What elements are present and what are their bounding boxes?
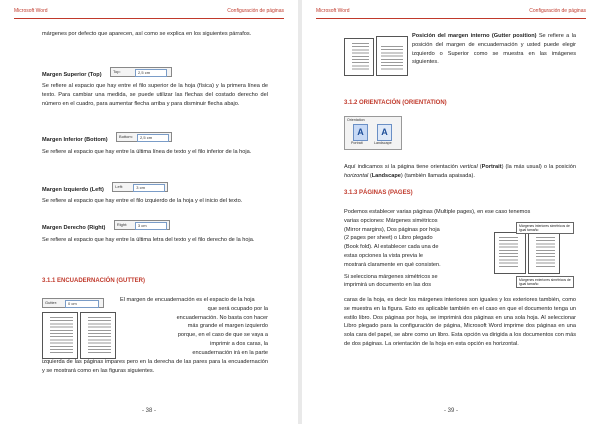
margin-left-block (42, 178, 268, 196)
header-left: Microsoft Word (14, 8, 48, 14)
margin-left-desc (42, 197, 268, 206)
orientation-paragraph (344, 163, 576, 181)
pages-line: (Mirror margins), Dos páginas por hoja (344, 226, 440, 233)
section-orientation-title: 3.1.2 ORIENTACIÓN (ORIENTATION) (344, 100, 447, 106)
gutter-input[interactable] (65, 300, 99, 308)
gutter-text (120, 296, 268, 358)
margin-bottom-label: Margen Inferior (Bottom) (42, 137, 108, 143)
orientation-group (344, 116, 402, 150)
page-39 (302, 0, 600, 424)
top-field-label: Top: (113, 68, 121, 74)
gutter-line: porque, en el caso de que se vaya a (177, 332, 268, 339)
header-left: Microsoft Word (316, 8, 350, 14)
gutter-field-label: Gutter: (45, 300, 58, 306)
gutter-value: 0 cm (68, 301, 77, 306)
portrait-label: Portrait (351, 141, 363, 145)
bottom-field[interactable] (116, 132, 172, 142)
left-field-label: Left: (115, 183, 124, 189)
margin-bottom-desc (42, 148, 268, 157)
pages-line: imprimirá un documento en las dos (344, 282, 432, 289)
mirror-page-2 (528, 232, 560, 274)
right-field[interactable] (114, 220, 170, 230)
left-field[interactable] (112, 182, 168, 192)
gutter-preview-page-1 (42, 312, 78, 359)
portrait-button[interactable]: A (353, 124, 368, 141)
margin-left-text: Se refiere al espacio que hay entre el filo izquierdo de la hoja y el inicio del texto. (42, 198, 243, 204)
pages-line: Si selecciona márgenes simétricos se (344, 273, 438, 280)
pages-line: estas opciones la vista previa le (344, 252, 423, 259)
pages-line: varias opciones: Márgenes simétricos (344, 217, 438, 224)
header-right: Configuración de páginas (529, 8, 586, 14)
pages-tail-text: caras de la hoja, es decir los márgenes interiores son iguales y los exteriores también, como se muestra en la figura. Esto es aplicable también en el caso en que el documento tenga un estilo libro. Dos páginas por hoja, se imprimirá dos páginas en una sola hoja. Al seleccionar Libro plegado para la configuración de página, Microsoft Word imprime dos páginas en una sola cara del papel, se abre como un libro. Esta opción va dirigida a los documentos con más de dos páginas. La orientación de la hoja en esta opción es horizontal. (344, 297, 576, 347)
margin-top-label: Margen Superior (Top) (42, 72, 102, 78)
gutter-line: imprimir a dos caras, la (210, 340, 268, 347)
right-input[interactable] (135, 222, 167, 230)
gutter-line: encuadernación irá en la parte (192, 349, 268, 356)
gutter-tail (42, 358, 268, 376)
gutter-position-text (412, 32, 576, 67)
margin-top-block (42, 63, 268, 81)
pages-line: Podemos establecer varias páginas (Multiple pages), en ese caso tenemos (344, 209, 531, 215)
top-value: 2,5 cm (138, 69, 151, 75)
pages-line: (2 pages per sheet) o Libro plegado (344, 235, 433, 242)
top-input[interactable] (135, 69, 167, 77)
top-field[interactable] (110, 67, 172, 77)
landscape-label: Landscape (374, 141, 392, 145)
gutter-position-paragraph (412, 32, 576, 67)
margin-bottom-block (42, 128, 268, 146)
gutter-top-preview (376, 36, 408, 76)
margin-top-desc (42, 82, 268, 108)
page-number: - 38 - (141, 408, 156, 414)
pages-text (344, 208, 531, 290)
landscape-button[interactable]: A (377, 124, 392, 141)
gutter-line: encuadernación. No basta con hacer (176, 314, 268, 321)
page-38 (0, 0, 298, 424)
orientation-group-title: Orientation (347, 118, 365, 122)
gutter-position-label: Posición del margen interno (Gutter position) (412, 33, 537, 39)
right-value: 3 cm (137, 222, 147, 228)
page-number: - 39 - (443, 408, 458, 414)
callout-inner-margins: Márgenes interiores simétricos de igual tamaño (516, 222, 574, 234)
left-input[interactable] (133, 184, 165, 192)
gutter-tail-text: izquierda de las páginas impares pero en la derecha de las pares para la encuadernación y se mostrará como en las figuras siguientes. (42, 359, 268, 374)
header-right: Configuración de páginas (227, 8, 284, 14)
intro-text: márgenes por defecto que aparecen, así como se explica en los siguientes párrafos. (42, 31, 252, 37)
margin-right-block (42, 216, 268, 234)
gutter-field[interactable] (42, 298, 104, 308)
margin-right-text: Se refiere al espacio que hay entre la última letra del texto y el filo derecho de la hoja. (42, 237, 255, 243)
section-gutter-title: 3.1.1 ENCUADERNACIÓN (GUTTER) (42, 278, 146, 284)
callout-outer-margins: Márgenes exteriores simétricos de igual tamaño (516, 276, 574, 288)
orientation-text: Aquí indicamos si la página tiene orientación vertical (Portrait) (la más usual) o la posición horizontal (Landscape) (también llamada apaisada). (344, 164, 576, 179)
intro-paragraph (42, 30, 268, 39)
pages-tail (344, 296, 576, 349)
margin-bottom-text: Se refiere al espacio que hay entre la última línea de texto y el filo inferior de la hoja. (42, 149, 252, 155)
page-header (316, 6, 586, 19)
gutter-position-desc: Se refiere a la posición del margen de encuadernación y usted puede elegir izquierdo o Superior como se muestra en las imágenes siguientes. (412, 33, 576, 66)
margin-right-label: Margen Derecho (Right) (42, 225, 106, 231)
page-header (14, 6, 284, 19)
mirror-page-1 (494, 232, 526, 274)
bottom-input[interactable] (137, 134, 169, 142)
gutter-line: más grande el margen izquierdo (187, 323, 268, 330)
margin-right-desc (42, 236, 268, 245)
bottom-value: 2,5 cm (140, 134, 153, 140)
bottom-field-label: Bottom: (119, 133, 133, 139)
gutter-line: que será ocupado por la (207, 305, 268, 312)
section-pages-title: 3.1.3 PÁGINAS (PAGES) (344, 190, 413, 196)
pages-line: (Book fold). Al establecer cada una de (344, 244, 439, 251)
gutter-line: El margen de encuadernación es el espacio de la hoja (120, 297, 255, 303)
margin-top-text: Se refiere al espacio que hay entre el filo superior de la hoja (física) y la primera línea de texto. Para cambiar una medida, se puede utilizar las flechas del costado derecho del número en el cuadro, para aumentar flecha arriba y para disminuir flecha abajo. (42, 83, 268, 107)
right-field-label: Right: (116, 221, 128, 227)
left-value: 3 cm (136, 184, 145, 190)
gutter-preview-page-2 (80, 312, 116, 359)
margin-left-label: Margen Izquierdo (Left) (42, 187, 104, 193)
gutter-left-preview (344, 38, 374, 76)
pages-line: mostrará claramente en qué consisten. (344, 261, 441, 268)
